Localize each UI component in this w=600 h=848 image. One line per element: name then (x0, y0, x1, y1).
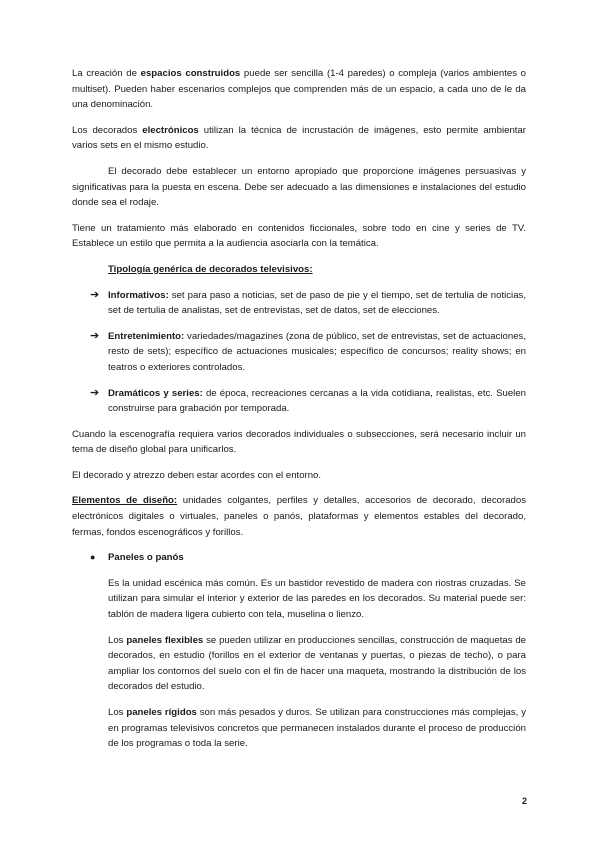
page-number: 2 (522, 796, 528, 806)
bold-term: espacios construidos (140, 68, 241, 79)
item-label: Entretenimiento: (108, 330, 185, 342)
item-label: Informativos: (108, 289, 169, 301)
list-item-entretenimiento (72, 329, 526, 376)
text-run: Los (108, 707, 127, 718)
text-run: unidades colgantes, perfiles y detalles, accesorios de decorado, decorados electrónicos digitales o virtuales, paneles o panós, plataformas y elementos estables del decorado, fermas, fondos escenográficos y forillos. (72, 495, 527, 538)
typology-heading: Tipología genérica de decorados televisivos: (108, 263, 313, 275)
list-item-dramaticos (72, 386, 526, 417)
right-arrow-icon: ➔ (90, 288, 100, 301)
text-run: La creación de (72, 68, 141, 79)
paragraph-paneles-rigidos (108, 705, 526, 752)
text-run: puede ser sencilla (1-4 paredes) o compleja (varios ambientes o multiset). Pueden haber escenarios complejos que comprenden más de un espacio, a cada uno de le da una denominación. (72, 68, 526, 111)
paragraph-unidad-escenica: Es la unidad escénica más común. Es un bastidor revestido de madera con riostras cruzadas. Se utilizan para simular el interior y exterior de las paredes en los decorados. Su material puede ser: tablón de madera ligera cubierto con tela, muselina o lienzo. (108, 577, 526, 621)
paragraph-tratamiento: Tiene un tratamiento más elaborado en contenidos ficcionales, sobre todo en cine y series de TV. Establece un estilo que permita a la audiencia asociarla con la temática. (72, 222, 526, 250)
text-run: utilizan la técnica de incrustación de imágenes, esto permite ambientar varios sets en el mismo estudio. (72, 124, 526, 152)
paragraph-entorno: El decorado debe establecer un entorno apropiado que proporcione imágenes persuasivas y significativas para la puesta en escena. Debe ser adecuado a las dimensiones e instalaciones del estudio donde sea el rodaje. (72, 165, 526, 209)
text-run: Los decorados (72, 124, 143, 136)
right-arrow-icon: ➔ (90, 329, 100, 342)
paragraph-espacios-construidos (72, 66, 526, 113)
item-text: variedades/magazines (zona de público, set de entrevistas, set de actuaciones, resto de sets); específico de actuaciones musicales; específico de concursos; reality shows; en teatros o exteriores controlados. (108, 330, 526, 373)
item-label: Dramáticos y series: (108, 387, 203, 399)
bold-term: electrónicos (142, 124, 199, 136)
bullet-icon: ● (90, 552, 96, 563)
bold-term: paneles flexibles (126, 634, 204, 646)
paragraph-decorados-electronicos (72, 123, 526, 154)
paragraph-atrezzo: El decorado y atrezzo deben estar acordes con el entorno. (72, 469, 322, 481)
bullet-paneles (72, 550, 526, 566)
paragraph-elementos-diseno (72, 493, 526, 540)
paragraph-escenografia: Cuando la escenografía requiera varios decorados individuales o subsecciones, será necesario incluir un tema de diseño global para unificarlos. (72, 428, 526, 456)
text-run: Los (108, 634, 127, 646)
text-run: se pueden utilizar en producciones sencillas, construcción de maquetas de decorados, en estudio (forillos en el exterior de ventanas y puertas, o piezas de techo), o para ampliar los contornos del suelo con el fin de hacer una maqueta, mostrando la distribución de los decorados del estudio. (108, 634, 526, 693)
list-item-informativos (72, 288, 526, 319)
item-text: de época, recreaciones cercanas a la vida cotidiana, realistas, etc. Suelen construirse para grabación por temporada. (108, 387, 526, 415)
text-run: son más pesados y duros. Se utilizan para construcciones más complejas, y en programas televisivos concretos que permanecen instalados durante el proceso de producción de los programas o toda la serie. (108, 707, 526, 750)
paragraph-paneles-flexibles (108, 633, 526, 695)
document-body (72, 66, 526, 762)
underlined-label: Elementos de diseño: (72, 495, 178, 507)
right-arrow-icon: ➔ (90, 386, 100, 399)
item-text: set para paso a noticias, set de paso de pie y el tiempo, set de tertulia de noticias, set de tertulia de analistas, set de entrevistas, set de datos, set de elecciones. (108, 289, 526, 317)
bold-term: paneles rígidos (126, 707, 197, 718)
bullet-title: Paneles o panós (108, 552, 184, 564)
